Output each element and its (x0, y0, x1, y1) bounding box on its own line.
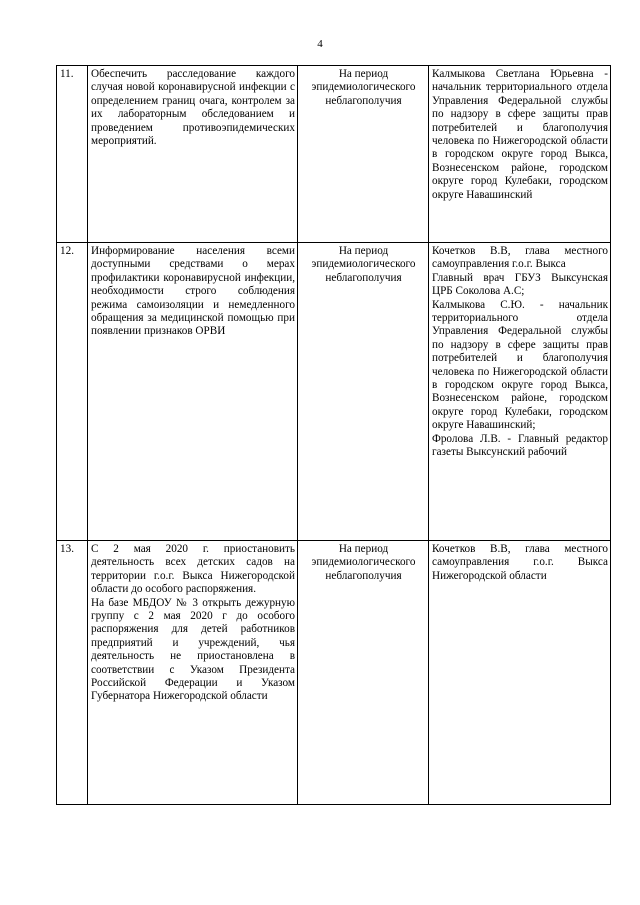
responsible-text: Главный врач ГБУЗ Выксунская ЦРБ Соколова А.С; (432, 271, 608, 298)
responsible-cell (429, 541, 611, 805)
term-cell: На период эпидемиологического неблагополучия (298, 66, 429, 243)
responsible-text: Калмыкова С.Ю. - начальник территориального отдела Управления Федеральной службы по надзору в сфере защиты прав потребителей и благополучия человека по Нижегородской области в городском округе город Выкса, Вознесенском районе, городском округе город Кулебаки, городском округе Навашинский; (432, 298, 608, 432)
action-text: На базе МБДОУ № 3 открыть дежурную группу с 2 мая 2020 г до особого распоряжения для детей работников предприятий и учреждений, чья деятельность не приостановлена в соответствии с Указом Президента Российской Федерации и Указом Губернатора Нижегородской области (91, 596, 295, 703)
action-text: С 2 мая 2020 г. приостановить деятельность всех детских садов на территории г.о.г. Выкса Нижегородской области до особого распоряжения. (91, 543, 295, 596)
responsible-text: Кочетков В.В, глава местного самоуправления г.о.г. Выкса Нижегородской области (432, 543, 608, 582)
table-row (57, 243, 611, 541)
action-cell (88, 541, 298, 805)
page-number: 4 (317, 38, 323, 50)
term-cell: На период эпидемиологического неблагополучия (298, 243, 429, 541)
row-number: 12. (57, 243, 88, 541)
responsible-text: Фролова Л.В. - Главный редактор газеты Выксунский рабочий (432, 432, 608, 459)
measures-table (56, 65, 611, 805)
action-text: Обеспечить расследование каждого случая новой коронавирусной инфекции с определением границ очага, контролем за их лабораторным обследованием и проведением противоэпидемических мероприятий. (91, 68, 295, 148)
row-number: 13. (57, 541, 88, 805)
action-text: Информирование населения всеми доступными средствами о мерах профилактики коронавирусной инфекции, необходимости строго соблюдения режима самоизоляции и немедленного обращения за медицинской помощью при появлении признаков ОРВИ (91, 245, 295, 338)
responsible-text: Калмыкова Светлана Юрьевна - начальник территориального отдела Управления Федеральной службы по надзору в сфере защиты прав потребителей и благополучия человека по Нижегородской области в городском округе город Выкса, Вознесенском районе, городском округе город Кулебаки, городском округе Навашинский (432, 68, 608, 201)
responsible-cell (429, 243, 611, 541)
row-number: 11. (57, 66, 88, 243)
action-cell (88, 243, 298, 541)
responsible-cell (429, 66, 611, 243)
table-row (57, 66, 611, 243)
term-cell: На период эпидемиологического неблагополучия (298, 541, 429, 805)
table-row (57, 541, 611, 805)
responsible-text: Кочетков В.В, глава местного самоуправления г.о.г. Выкса (432, 245, 608, 271)
action-cell (88, 66, 298, 243)
